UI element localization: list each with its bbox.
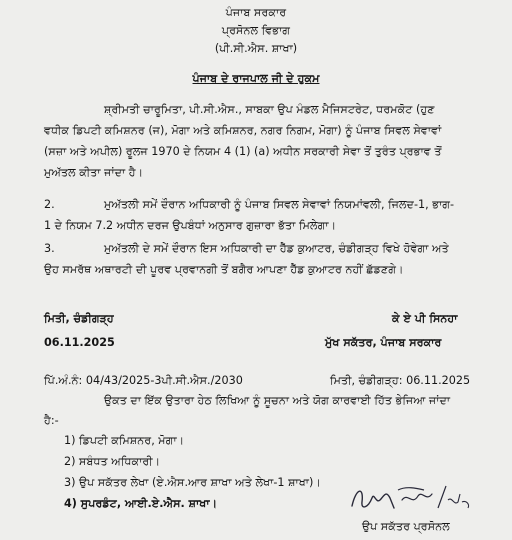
para1-line2: ਵਧੀਕ ਡਿਪਟੀ ਕਮਿਸ਼ਨਰ (ਜ), ਮੋਗਾ ਅਤੇ ਕਮਿਸ਼ਨਰ, ਨਗਰ ਨਿਗਮ, ਮੋਗਾ) ਨੂੰ ਪੰਜਾਬ ਸਿਵਲ ਸੇਵਾਵਾਂ: [44, 124, 442, 137]
signatory-name: ਕੇ ਏ ਪੀ ਸਿਨਹਾ: [392, 312, 458, 325]
date-place: ਮਿਤੀ, ਚੰਡੀਗੜ੍ਹ: [44, 312, 114, 325]
copy-line-1: ਉਕਤ ਦਾ ਇੱਕ ਉਤਾਰਾ ਹੇਠ ਲਿਖਿਆ ਨੂੰ ਸੂਚਨਾ ਅਤੇ ਯੋਗ ਕਾਰਵਾਈ ਹਿੱਤ ਭੇਜਿਆ ਜਾਂਦਾ: [104, 394, 451, 407]
copy-line-2: ਹੈ:-: [44, 414, 59, 427]
order-title: ਪੰਜਾਬ ਦੇ ਰਾਜਪਾਲ ਜੀ ਦੇ ਹੁਕਮ: [192, 72, 320, 85]
recipient-item: 2) ਸਬੰਧਤ ਅਧਿਕਾਰੀ।: [64, 455, 161, 468]
para3-line1: ਮੁਅੱਤਲੀ ਦੇ ਸਮੇਂ ਦੌਰਾਨ ਇਸ ਅਧਿਕਾਰੀ ਦਾ ਹੈੱਡ ਕੁਆਟਰ, ਚੰਡੀਗੜ੍ਹ ਵਿਖੇ ਹੋਵੇਗਾ ਅਤੇ: [104, 242, 449, 255]
header-line-1: ਪੰਜਾਬ ਸਰਕਾਰ: [225, 6, 287, 19]
para1-line4: ਮੁਅੱਤਲ ਕੀਤਾ ਜਾਂਦਾ ਹੈ।: [44, 166, 144, 179]
handwritten-signature: [346, 478, 476, 518]
under-secretary-title: ਉਪ ਸਕੱਤਰ ਪ੍ਰਸੋਨਲ: [362, 520, 450, 533]
endorsement-date: ਮਿਤੀ, ਚੰਡੀਗੜ੍ਹ: 06.11.2025: [330, 374, 471, 387]
para3-number: 3.: [44, 242, 55, 255]
endorsement-number: ਪਿੱ.ਅੰ.ਨੰ: 04/43/2025-3ਪੀ.ਸੀ.ਐਸ./2030: [44, 374, 243, 387]
para2-number: 2.: [44, 198, 55, 211]
signatory-title: ਮੁੱਖ ਸਕੱਤਰ, ਪੰਜਾਬ ਸਰਕਾਰ: [325, 336, 442, 349]
para3-line2: ਉਹ ਸਮਰੱਥ ਅਥਾਰਟੀ ਦੀ ਪੂਰਵ ਪ੍ਰਵਾਨਗੀ ਤੋਂ ਬਗੈਰ ਆਪਣਾ ਹੈੱਡ ਕੁਆਟਰ ਨਹੀਂ ਛੱਡਣਗੇ।: [44, 263, 404, 276]
order-date: 06.11.2025: [44, 336, 115, 349]
recipient-item: 3) ਉਪ ਸਕੱਤਰ ਲੇਖਾ (ਏ.ਐਸ.ਆਰ ਸ਼ਾਖਾ ਅਤੇ ਲੇਖਾ-1 ਸ਼ਾਖਾ)।: [64, 476, 321, 489]
para1-line3: (ਸਜ਼ਾ ਅਤੇ ਅਪੀਲ) ਰੂਲਜ 1970 ਦੇ ਨਿਯਮ 4 (1) (a) ਅਧੀਨ ਸਰਕਾਰੀ ਸੇਵਾ ਤੋਂ ਤੁਰੰਤ ਪ੍ਰਭਾਵ ਤੋਂ: [44, 145, 442, 158]
para1-line1: ਸ਼੍ਰੀਮਤੀ ਚਾਰੂਮਿਤਾ, ਪੀ.ਸੀ.ਐਸ., ਸਾਬਕਾ ਉਪ ਮੰਡਲ ਮੈਜਿਸਟਰੇਟ, ਧਰਮਕੋਟ (ਹੁਣ: [104, 103, 435, 116]
header-line-2: ਪ੍ਰਸੋਨਲ ਵਿਭਾਗ: [221, 24, 291, 37]
header-line-3: (ਪੀ.ਸੀ.ਐਸ. ਸ਼ਾਖਾ): [214, 42, 298, 55]
recipient-item: 4) ਸੁਪਰਡੰਟ, ਆਈ.ਏ.ਐਸ. ਸ਼ਾਖਾ।: [64, 497, 218, 510]
recipient-item: 1) ਡਿਪਟੀ ਕਮਿਸ਼ਨਰ, ਮੋਗਾ।: [64, 434, 185, 447]
para2-line1: ਮੁਅੱਤਲੀ ਸਮੇਂ ਦੌਰਾਨ ਅਧਿਕਾਰੀ ਨੂੰ ਪੰਜਾਬ ਸਿਵਲ ਸੇਵਾਵਾਂ ਨਿਯਮਾਂਵਲੀ, ਜਿਲਦ-1, ਭਾਗ-: [104, 198, 455, 211]
para2-line2: 1 ਦੇ ਨਿਯਮ 7.2 ਅਧੀਨ ਦਰਜ ਉਪਬੰਧਾਂ ਅਨੁਸਾਰ ਗੁਜ਼ਾਰਾ ਭੱਤਾ ਮਿਲੇਗਾ।: [44, 219, 337, 232]
